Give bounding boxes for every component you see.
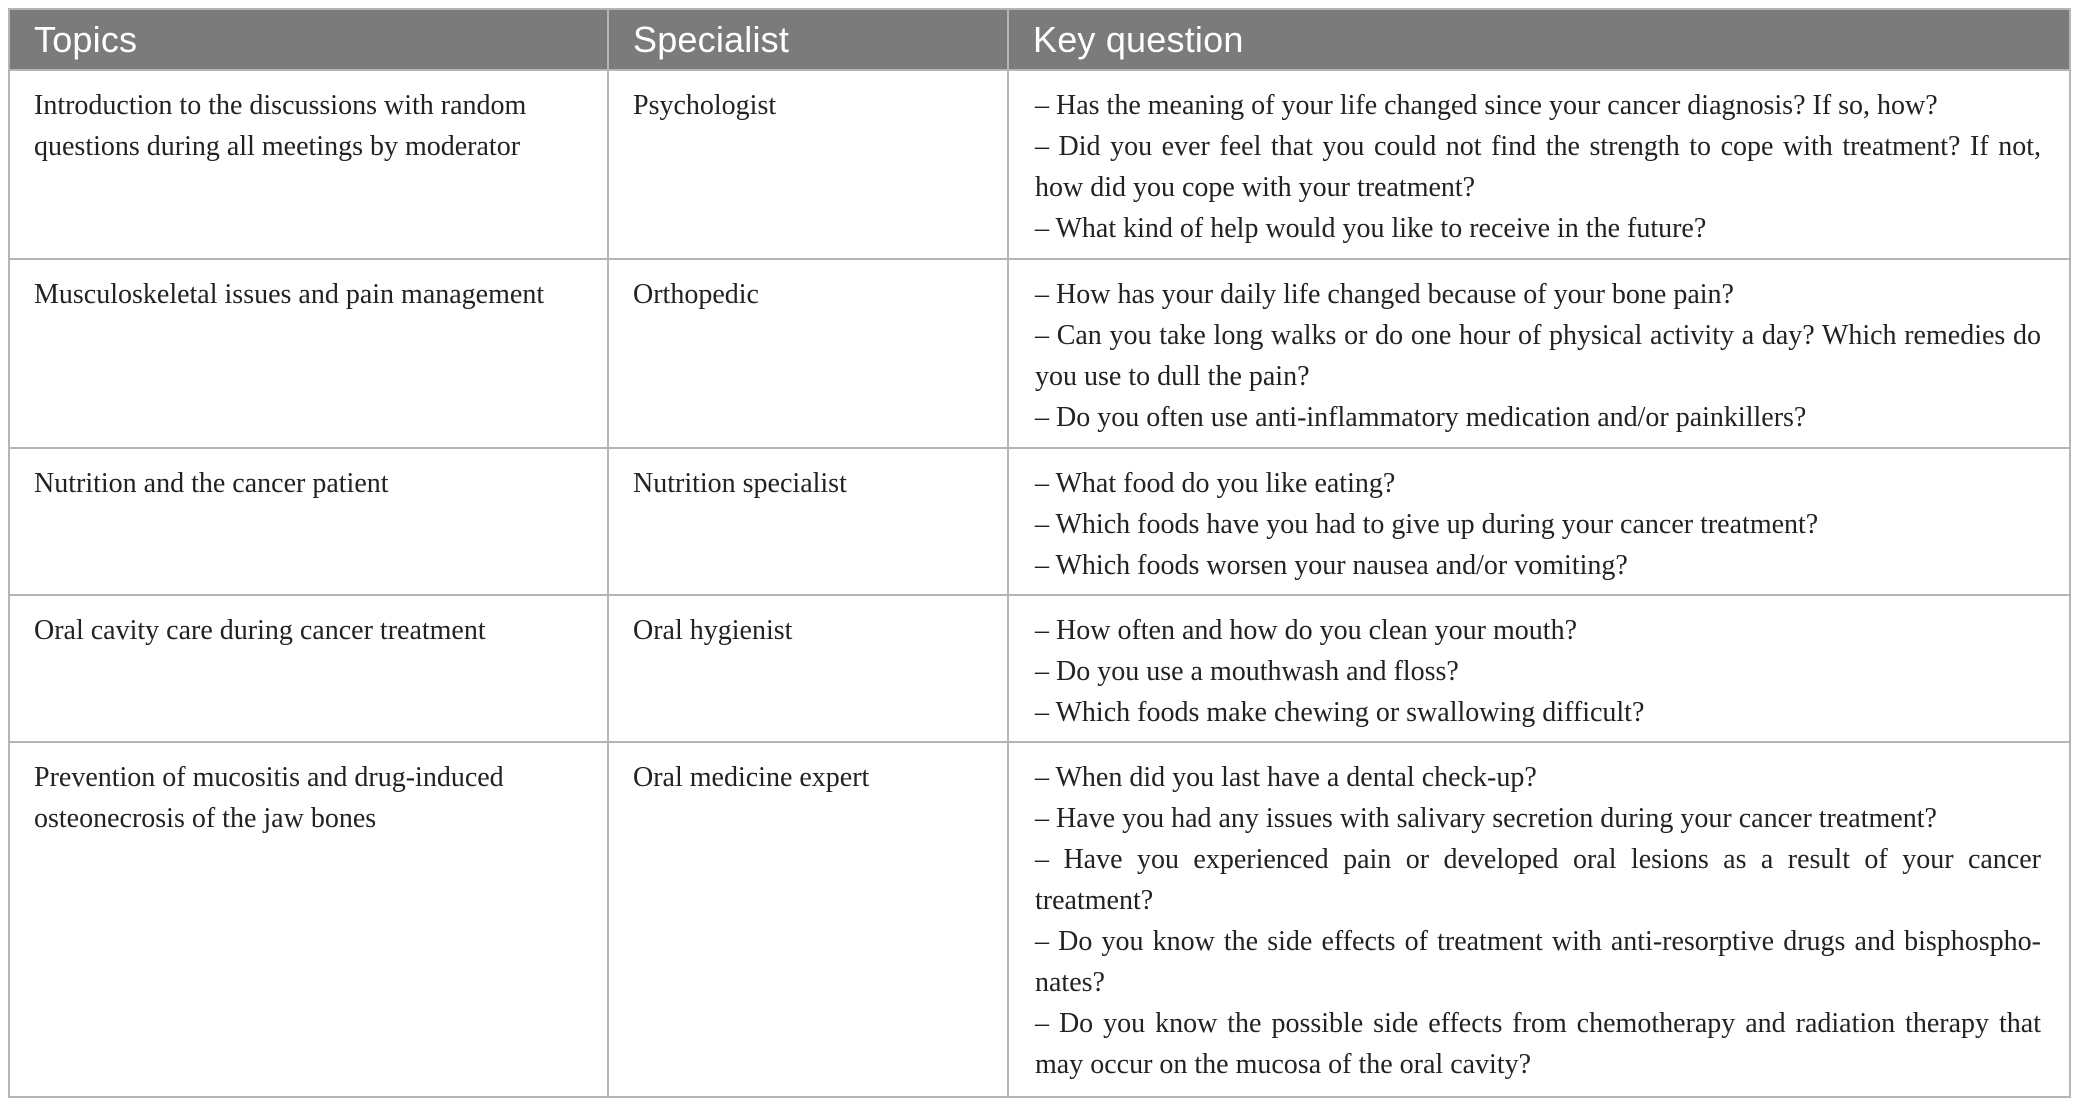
- question-line: – Which foods have you had to give up during your cancer treatment?: [1035, 509, 1819, 540]
- question-line: – What food do you like eating?: [1035, 468, 1396, 499]
- header-topics: Topics: [9, 9, 608, 70]
- topic-cell: Musculoskeletal issues and pain management: [9, 259, 608, 448]
- header-specialist: Specialist: [608, 9, 1008, 70]
- question-line: – Do you know the side effects of treatment with anti-resorptive drugs and bisphospho-nates?: [1035, 926, 2041, 998]
- question-line: – Can you take long walks or do one hour of physical activity a day? Which remedies do you use to dull the pain?: [1035, 320, 2041, 392]
- table-row: [9, 595, 2070, 742]
- topics-table-container: [8, 8, 2069, 1098]
- topics-table: [8, 8, 2071, 1098]
- key-question-cell: [1008, 448, 2070, 595]
- question-line: – When did you last have a dental check-up?: [1035, 762, 1537, 793]
- topic-cell: Introduction to the discussions with random questions during all meetings by moderator: [9, 70, 608, 259]
- question-line: – How often and how do you clean your mouth?: [1035, 615, 1577, 646]
- question-line: – Do you use a mouthwash and floss?: [1035, 656, 1459, 687]
- question-line: – Have you had any issues with salivary secretion during your cancer treatment?: [1035, 803, 1937, 834]
- header-row: [9, 9, 2070, 70]
- specialist-cell: Oral hygienist: [608, 595, 1008, 742]
- table-row: [9, 259, 2070, 448]
- specialist-cell: Orthopedic: [608, 259, 1008, 448]
- question-line: – Did you ever feel that you could not find the strength to cope with treatment? If not, how did you cope with your treatment?: [1035, 131, 2041, 203]
- question-line: – How has your daily life changed because of your bone pain?: [1035, 279, 1734, 310]
- key-question-cell: [1008, 70, 2070, 259]
- specialist-cell: Nutrition specialist: [608, 448, 1008, 595]
- topic-cell: Oral cavity care during cancer treatment: [9, 595, 608, 742]
- key-question-cell: [1008, 595, 2070, 742]
- question-line: – Have you experienced pain or developed oral lesions as a result of your cancer treatment?: [1035, 844, 2041, 916]
- question-line: – What kind of help would you like to receive in the future?: [1035, 213, 1707, 244]
- key-question-cell: [1008, 259, 2070, 448]
- table-body: [9, 70, 2070, 1097]
- question-line: – Which foods make chewing or swallowing difficult?: [1035, 697, 1645, 728]
- table-row: [9, 448, 2070, 595]
- table-row: [9, 70, 2070, 259]
- table-row: [9, 742, 2070, 1097]
- key-question-cell: [1008, 742, 2070, 1097]
- question-line: – Which foods worsen your nausea and/or vomiting?: [1035, 550, 1628, 581]
- header-key-question: Key question: [1008, 9, 2070, 70]
- specialist-cell: Oral medicine expert: [608, 742, 1008, 1097]
- question-line: – Do you know the possible side effects from chemotherapy and radiation therapy that may occur on the mucosa of the oral cavity?: [1035, 1008, 2041, 1080]
- specialist-cell: Psychologist: [608, 70, 1008, 259]
- question-line: – Do you often use anti-inflammatory medication and/or painkillers?: [1035, 402, 1807, 433]
- table-header: [9, 9, 2070, 70]
- topic-cell: Nutrition and the cancer patient: [9, 448, 608, 595]
- question-line: – Has the meaning of your life changed since your cancer diagnosis? If so, how?: [1035, 90, 1938, 121]
- topic-cell: Prevention of mucositis and drug-induced osteonecrosis of the jaw bones: [9, 742, 608, 1097]
